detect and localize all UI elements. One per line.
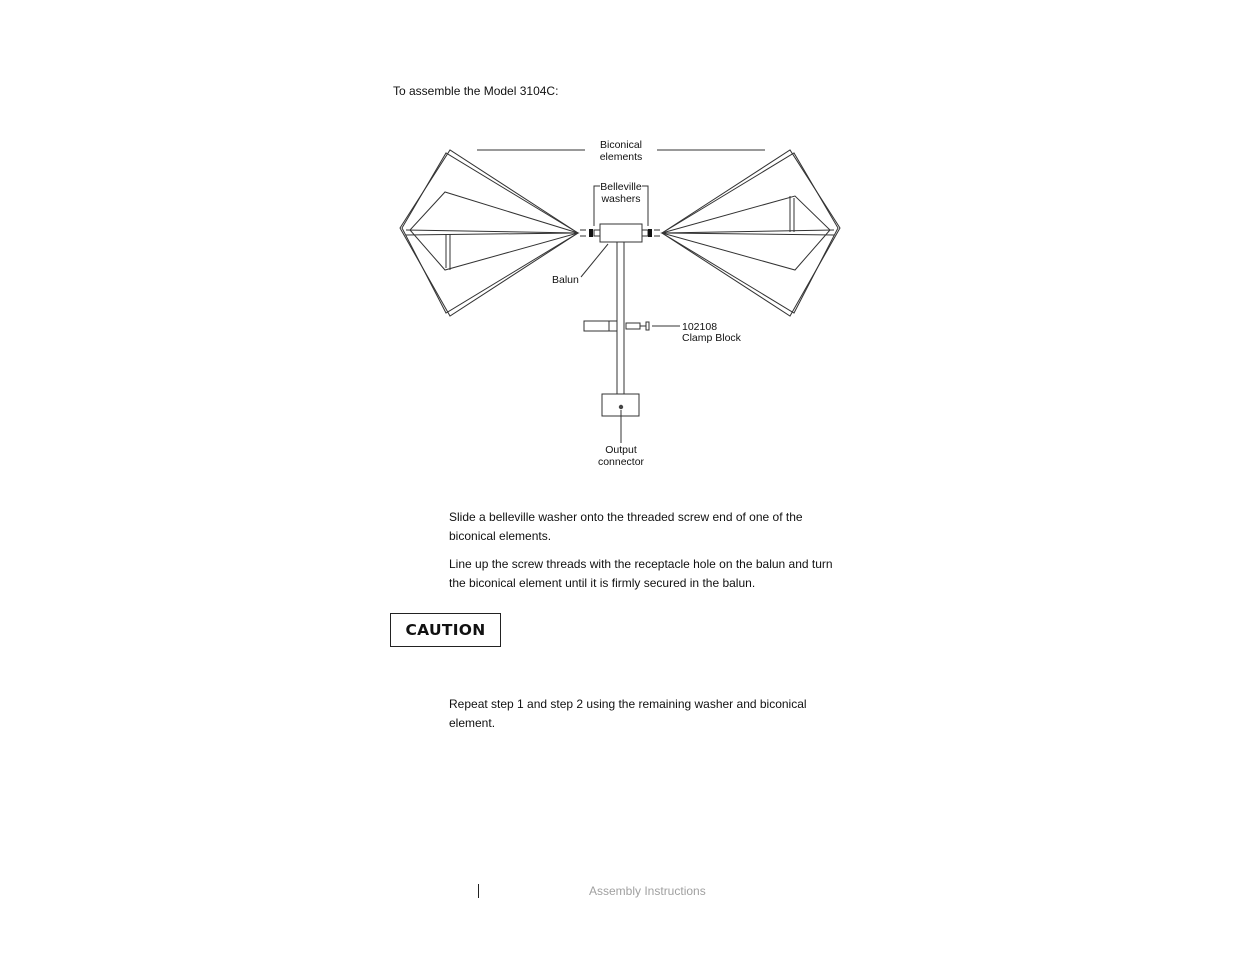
intro-text: To assemble the Model 3104C: xyxy=(393,84,559,98)
label-clamp-line1: 102108 xyxy=(682,321,718,333)
label-output-line1: Output xyxy=(605,444,637,456)
label-belleville-line2: washers xyxy=(601,193,641,205)
label-balun: Balun xyxy=(552,274,579,286)
left-belleville-washer xyxy=(589,229,593,237)
right-biconical-element xyxy=(654,150,840,316)
label-output-line2: connector xyxy=(597,456,645,468)
footer-title: Assembly Instructions xyxy=(589,884,706,898)
caution-label: CAUTION xyxy=(390,613,501,647)
antenna-assembly-diagram xyxy=(390,130,850,480)
label-biconical-line1: Biconical xyxy=(599,139,643,151)
step-2-text: Line up the screw threads with the receptacle hole on the balun and turn the biconical element until it is firmly secured in the balun. xyxy=(449,557,833,590)
right-belleville-washer xyxy=(648,229,652,237)
step-3-text: Repeat step 1 and step 2 using the remaining washer and biconical element. xyxy=(449,697,807,730)
step-1-text: Slide a belleville washer onto the threaded screw end of one of the biconical elements. xyxy=(449,510,803,543)
footer-divider xyxy=(478,884,479,898)
label-clamp-line2: Clamp Block xyxy=(682,332,741,344)
label-biconical-line2: elements xyxy=(599,151,643,163)
balun xyxy=(600,224,642,242)
output-connector-dot xyxy=(619,405,623,409)
left-biconical-element xyxy=(400,150,586,316)
clamp-block xyxy=(584,321,649,331)
label-belleville-line1: Belleville xyxy=(600,181,642,193)
